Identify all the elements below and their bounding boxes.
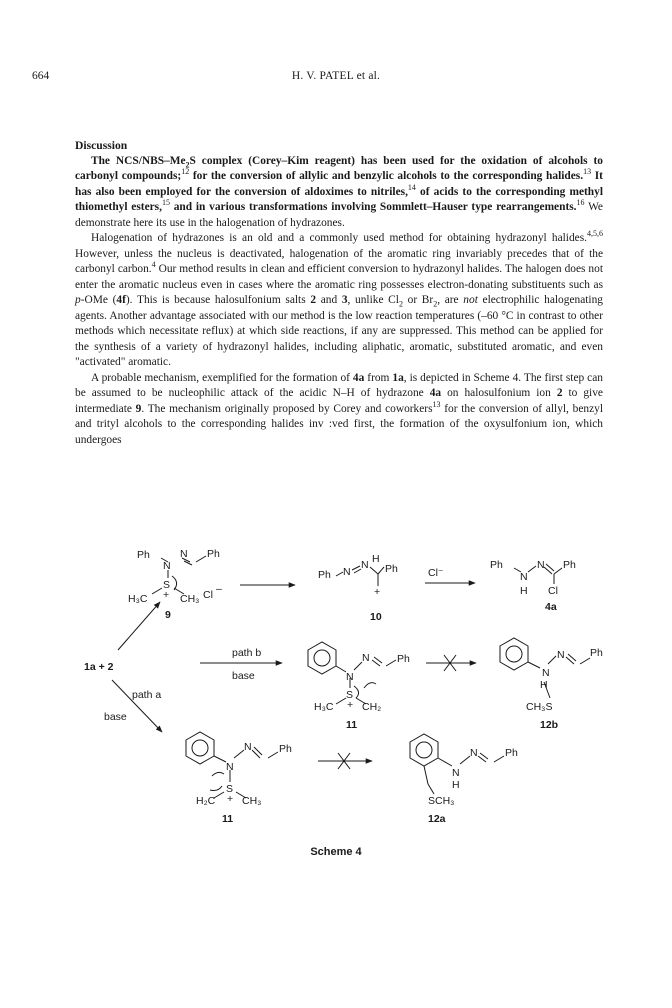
p2-text-f: , unlike Cl: [347, 294, 399, 306]
s9-h3c: H₃C: [128, 593, 148, 605]
p2-text-h: , are: [437, 294, 464, 306]
s12a-n-1: N: [452, 767, 460, 779]
s11b-n-2: N: [362, 652, 370, 664]
s10-h: H: [372, 553, 380, 565]
s12b-h: H: [540, 679, 548, 691]
ref-13-2: 13: [432, 399, 441, 409]
s11b-n-1: N: [346, 671, 354, 683]
p1-text-e: of acids to the corresponding methyl thiomethyl esters,: [75, 185, 603, 213]
s12a-n-2: N: [470, 747, 478, 759]
scheme-caption: Scheme 4: [310, 846, 362, 858]
s11b-ch2: CH₂: [362, 701, 382, 713]
s4a-h: H: [520, 585, 528, 597]
p2-italic-p: p: [75, 294, 81, 306]
p3-text-d: on halosulfonium ion: [441, 387, 557, 399]
s11a-h2c: H₂C: [196, 795, 216, 807]
s9-plus: +: [163, 589, 170, 601]
path-b-label: path b: [232, 647, 262, 659]
label-11-b: 11: [346, 719, 358, 731]
s11b-h3c: H₃C: [314, 701, 334, 713]
compound-4a-2: 4a: [429, 387, 442, 399]
p2-text-i: electrophilic halogenating agents. Another advantage associated with our method is the low reaction temperatures (–60 °C in contrast to other methods which necessitate reflux) at which side reactions, if any are suppressed. This method can be applied for the synthesis of a variety of hydrazonyl halides, including aliphatic, aromatic, substituted aromatic, and even "activated" aromatic.: [75, 294, 603, 368]
paragraph-1: [75, 154, 603, 232]
arrow-cl-minus: Cl⁻: [428, 567, 444, 579]
page-number: 664: [32, 70, 50, 82]
p2-text-c: Our method results in clean and efficient conversion to hydrazonyl halides. The halogen does not enter the aromatic nucleus even in cases where the aromatic ring possesses electron-donating substituents such as: [75, 263, 603, 291]
s9-minus: –: [216, 583, 222, 595]
s12a-h: H: [452, 779, 460, 791]
compound-4f: 4f: [116, 294, 126, 306]
s11a-n-1: N: [226, 761, 234, 773]
p1-text-d: It has also been employed for the conversion of aldoximes to nitriles,: [75, 170, 603, 198]
s10-plus: +: [374, 586, 381, 598]
s4a-ph-2: Ph: [563, 559, 576, 571]
p3-text-g: for the conversion of allyl, benzyl and trityl alcohols to the corresponding halides inv :ved first, the formation of the oxysulfonium ion, which undergoes: [75, 402, 603, 446]
arrow-to-9: [118, 602, 160, 650]
s12a-ph: Ph: [505, 747, 518, 759]
s9-n-1: N: [163, 560, 171, 572]
structure-9: [152, 556, 206, 594]
s11a-ch3: CH₃: [242, 795, 262, 807]
p3-text-a: A probable mechanism, exemplified for the formation of: [91, 371, 353, 384]
p2-sub-br: 2: [433, 299, 438, 309]
p3-text-c: , is depicted in Scheme 4. The first step can be assumed to be nucleophilic attack of the acidic N–H of hydrazone: [75, 371, 603, 399]
compound-1a: 1a: [392, 371, 404, 384]
s11b-s: S: [346, 689, 354, 701]
ref-12: 12: [181, 167, 190, 177]
ref-14: 14: [407, 182, 416, 192]
label-10: 10: [370, 611, 382, 623]
p3-text-e: to give intermediate: [75, 387, 603, 415]
s12b-n-1: N: [542, 667, 550, 679]
paragraph-3: [75, 371, 603, 449]
p3-text-b: from: [364, 371, 393, 384]
p2-text-a: Halogenation of hydrazones is an old and a commonly used method for obtaining hydrazonyl halides.: [91, 232, 587, 244]
p2-italic-not: not: [463, 294, 478, 306]
s10-n-2: N: [361, 559, 369, 571]
blocked-arrow-to-12b: [426, 655, 476, 671]
compound-4a: 4a: [352, 371, 365, 384]
s9-ph-1: Ph: [137, 549, 150, 561]
s12b-ch3s: CH₃S: [526, 701, 553, 713]
s11b-plus: +: [347, 699, 354, 711]
label-12b: 12b: [540, 719, 559, 731]
s4a-cl: Cl: [548, 585, 558, 597]
p2-text-and: and: [316, 294, 342, 306]
path-a-label: path a: [132, 689, 162, 701]
compound-2-2: 2: [556, 387, 563, 399]
p2-text-d: -OMe (: [80, 294, 117, 306]
compound-9: 9: [135, 402, 142, 415]
s4a-ph-1: Ph: [490, 559, 503, 571]
s10-n-1: N: [343, 566, 351, 578]
paragraph-2: [75, 231, 603, 371]
s4a-n-2: N: [537, 559, 545, 571]
ref-16: 16: [576, 198, 585, 208]
label-1a-plus-2: 1a + 2: [84, 661, 114, 673]
ref-4: 4: [151, 260, 156, 270]
s12b-ph: Ph: [590, 647, 603, 659]
ref-13: 13: [583, 167, 592, 177]
p2-sub-cl: 2: [398, 299, 403, 309]
label-12a: 12a: [428, 813, 446, 825]
base-a-label: base: [104, 711, 127, 723]
ref-15: 15: [161, 198, 170, 208]
s9-ch3: CH₃: [180, 593, 200, 605]
scheme-4-drawing: [0, 540, 672, 860]
s10-ph-1: Ph: [318, 569, 331, 581]
s11b-ph: Ph: [397, 653, 410, 665]
s9-cl: Cl: [203, 589, 213, 601]
base-b-label: base: [232, 670, 255, 682]
s12b-n-2: N: [557, 649, 565, 661]
p3-text-f: . The mechanism originally proposed by Corey and coworkers: [141, 402, 433, 415]
s11a-n-2: N: [244, 741, 252, 753]
s9-s: S: [163, 579, 171, 591]
s11a-s: S: [226, 783, 234, 795]
compound-2: 2: [310, 294, 317, 306]
p1-sub: 2: [185, 159, 190, 169]
s10-ph-2: Ph: [385, 563, 398, 575]
blocked-arrow-to-12a: [318, 753, 372, 769]
running-head: H. V. PATEL et al.: [291, 70, 381, 82]
s4a-n-1: N: [520, 571, 528, 583]
p2-text-g: or Br: [402, 294, 434, 306]
s9-ph-2: Ph: [207, 548, 220, 560]
s9-n-2: N: [180, 548, 188, 560]
label-4a: 4a: [545, 601, 557, 613]
section-heading: Discussion: [75, 139, 128, 152]
s11a-plus: +: [227, 793, 234, 805]
ref-4-5-6: 4,5,6: [587, 229, 603, 239]
p1-text-g: We demonstrate here its use in the halogenation of hydrazones.: [75, 201, 603, 229]
compound-3: 3: [341, 294, 348, 306]
p1-text-f: and in various transformations involving Sommlett–Hauser type rearrangements.: [169, 201, 577, 213]
label-11-a: 11: [222, 813, 234, 825]
s12a-sch3: SCH₃: [428, 795, 455, 807]
s11a-ph: Ph: [279, 743, 292, 755]
p2-text-e: ). This is because halosulfonium salts: [125, 294, 311, 306]
p1-text-c: for the conversion of allylic and benzylic alcohols to the corresponding halides.: [189, 170, 584, 182]
label-9: 9: [165, 609, 171, 621]
p2-text-b: However, unless the nucleus is deactivated, halogenation of the aromatic ring invariably precedes that of the carbonyl carbon.: [75, 247, 603, 275]
p1-text-b: S complex (Corey–Kim reagent) has been used for the oxidation of alcohols to carbonyl compounds;: [75, 154, 603, 182]
article-body: [75, 138, 603, 448]
arrow-path-a: [112, 680, 162, 732]
reaction-scheme: [0, 540, 672, 860]
page-header: [32, 70, 640, 86]
p1-text-a: The NCS/NBS–Me: [91, 154, 186, 167]
